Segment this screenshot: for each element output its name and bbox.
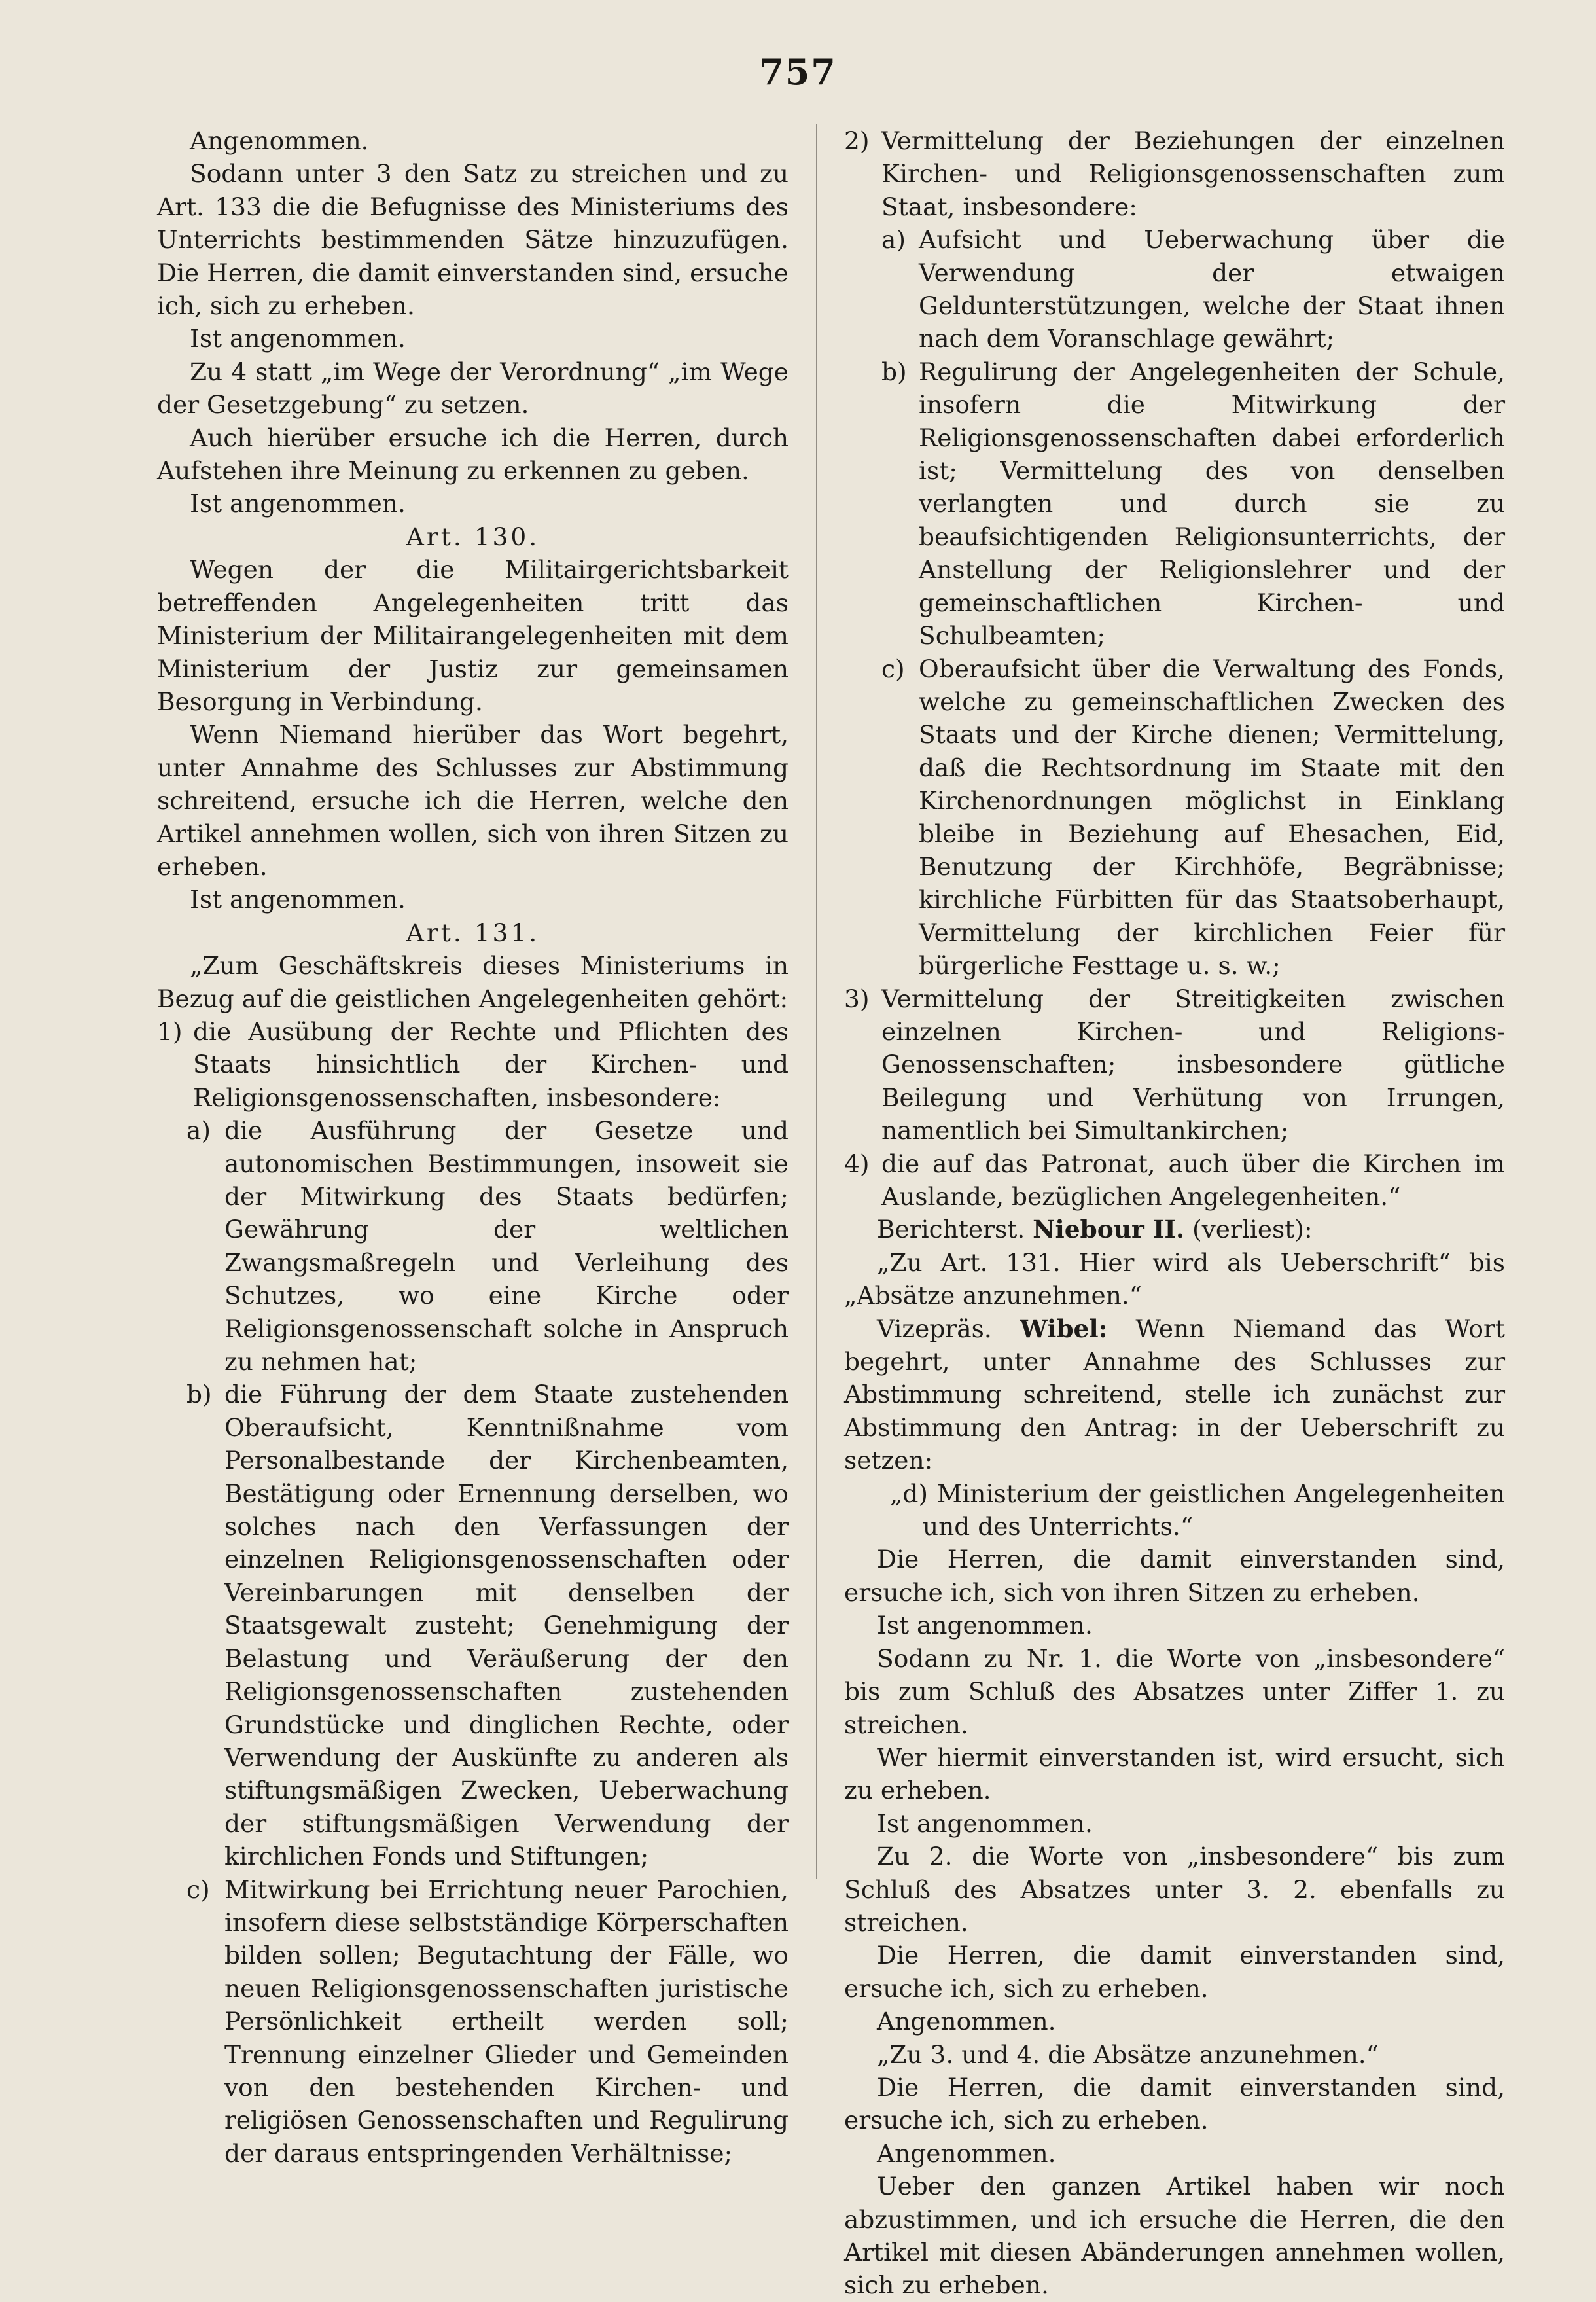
paragraph: Ist angenommen. [877,1808,1093,1838]
list-item-text: Aufsicht und Ueberwachung über die Verwendung der etwaigen Geldunterstützungen, welche der Staat ihnen nach dem Voranschlage gewährt; [919,225,1505,353]
paragraph: Die Herren, die damit einverstanden sind, ersuche ich, sich zu erheben. [844,2072,1505,2135]
column-divider [816,124,817,1879]
list-item [844,223,1505,355]
paragraph: Wer hiermit einverstanden ist, wird ersucht, sich zu erheben. [844,1742,1505,1805]
list-item-text: die Ausübung der Rechte und Pflichten des Staats hinsichtlich der Kirchen- und Religionsgenossenschaften, insbesondere: [193,1016,789,1112]
article-heading: Art. 131. [406,918,540,947]
list-marker: b) [881,357,907,386]
list-marker: a) [881,225,906,255]
list-item [157,1378,789,1873]
list-marker: 3) [844,984,870,1013]
list-marker: 2) [844,126,870,155]
list-marker: b) [186,1380,212,1409]
paragraph: Ist angenommen. [877,1611,1093,1640]
paragraph: Ueber den ganzen Artikel haben wir noch abzustimmen, und ich ersuche die Herren, die den Artikel mit diesen Abänderungen annehmen wollen, sich zu erheben. [844,2172,1505,2300]
list-item-text: die auf das Patronat, auch über die Kirchen im Auslande, bezüglichen Angelegenheiten.“ [881,1149,1505,1211]
paragraph: Zu 2. die Worte von „insbesondere“ bis zum Schluß des Absatzes unter 3. 2. ebenfalls zu streichen. [844,1842,1505,1937]
speaker-role: Berichterst. [877,1215,1025,1244]
paragraph: Angenommen. [877,2007,1056,2036]
list-marker: c) [186,1875,210,1904]
paragraph: Angenommen. [190,126,369,155]
quoted-text: „Zu 3. und 4. die Absätze anzunehmen.“ [877,2040,1379,2069]
list-marker: c) [881,654,905,683]
speech-text: Wenn Niemand das Wort begehrt, unter Annahme des Schlusses zur Abstimmung schreitend, stelle ich zunächst zur Abstimmung den Antrag: in der Ueberschrift zu setzen: [844,1314,1505,1475]
list-item [844,1147,1505,1214]
paragraph: Sodann unter 3 den Satz zu streichen und zu Art. 133 die die Befugnisse des Ministeriums des Unterrichts bestimmenden Sätze hinzuzufügen. Die Herren, die damit einverstanden sind, ersuche ich, sich zu erheben. [157,159,789,321]
list-marker: 1) [157,1016,183,1046]
speaker-name: Wibel: [1020,1314,1108,1343]
paragraph: Zu 4 statt „im Wege der Verordnung“ „im Wege der Gesetzgebung“ zu setzen. [157,357,789,420]
list-item-text: Mitwirkung bei Errichtung neuer Parochien, insofern diese selbstständige Körperschaften bilden sollen; Begutachtung der Fälle, wo neuen Religionsgenossenschaften juristische Persönlichkeit ertheilt werden soll; Trennung einzelner Glieder und Gemeinden von den bestehenden Kirchen- und religiösen Genossenschaften und Regulirung der daraus entspringenden Verhältnisse; [224,1875,789,2168]
list-item [157,1015,789,1114]
page-number: 757 [759,51,837,93]
list-item [844,982,1505,1147]
paragraph: Angenommen. [877,2138,1056,2168]
list-item-text: die Ausführung der Gesetze und autonomischen Bestimmungen, insoweit sie der Mitwirkung des Staats bedürfen; Gewährung der weltlichen Zwangsmaßregeln und Verleihung des Schutzes, wo eine Kirche oder Religionsgenossenschaft solche in Anspruch zu nehmen hat; [224,1116,789,1376]
paragraph: Wenn Niemand hierüber das Wort begehrt, unter Annahme des Schlusses zur Abstimmung schreitend, ersuche ich die Herren, welche den Artikel annehmen wollen, sich von ihren Sitzen zu erheben. [157,720,789,881]
list-item [844,653,1505,982]
paragraph: Wegen der die Militairgerichtsbarkeit betreffenden Angelegenheiten tritt das Ministerium der Militairangelegenheiten mit dem Ministerium der Justiz zur gemeinsamen Besorgung in Verbindung. [157,555,789,716]
list-item [844,355,1505,653]
right-column [844,124,1505,2302]
paragraph: Ist angenommen. [190,885,406,914]
paragraph: „Zum Geschäftskreis dieses Ministeriums in Bezug auf die geistlichen Angelegenheiten gehört: [157,951,789,1013]
speaker-note: (verliest): [1192,1215,1313,1244]
speaker-line [844,1312,1505,1477]
list-marker: 4) [844,1149,870,1178]
paragraph: Auch hierüber ersuche ich die Herren, durch Aufstehen ihre Meinung zu erkennen zu geben. [157,423,789,486]
paragraph: Sodann zu Nr. 1. die Worte von „insbesondere“ bis zum Schluß des Absatzes unter Ziffer 1. zu streichen. [844,1644,1505,1739]
article-heading: Art. 130. [406,522,540,551]
paragraph: Ist angenommen. [190,324,406,353]
speaker-line [844,1213,1505,1246]
paragraph: Die Herren, die damit einverstanden sind, ersuche ich, sich von ihren Sitzen zu erheben. [844,1545,1505,1607]
speaker-name: Niebour II. [1033,1215,1185,1244]
list-item [157,1114,789,1378]
left-column [157,124,789,2170]
list-item-text: Vermittelung der Beziehungen der einzelnen Kirchen- und Religionsgenossenschaften zum Staat, insbesondere: [881,126,1505,221]
quoted-text: „Zu Art. 131. Hier wird als Ueberschrift“ bis „Absätze anzunehmen.“ [844,1248,1505,1310]
list-item-text: Vermittelung der Streitigkeiten zwischen einzelnen Kirchen- und Religions-Genossenschaften; insbesondere gütliche Beilegung und Verhütung von Irrungen, namentlich bei Simultankirchen; [881,984,1505,1145]
list-item [844,124,1505,223]
list-item-text: die Führung der dem Staate zustehenden Oberaufsicht, Kenntnißnahme vom Personalbestande der Kirchenbeamten, Bestätigung oder Ernennung derselben, wo solches nach den Verfassungen der einzelnen Religionsgenossenschaften oder Vereinbarungen mit denselben der Staatsgewalt zusteht; Genehmigung der Belastung und Veräußerung der den Religionsgenossenschaften zustehenden Grundstücke und dinglichen Rechte, oder Verwendung der Auskünfte zu anderen als stiftungsmäßigen Zwecken, Ueberwachung der stiftungsmäßigen Verwendung der kirchlichen Fonds und Stiftungen; [224,1380,789,1871]
list-item-text: Regulirung der Angelegenheiten der Schule, insofern die Mitwirkung der Religionsgenossenschaften dabei erforderlich ist; Vermittelung des von denselben verlangten und durch sie zu beaufsichtigenden Religionsunterrichts, der Anstellung der Religionslehrer und der gemeinschaftlichen Kirchen- und Schulbeamten; [919,357,1505,651]
quoted-text: „d) Ministerium der geistlichen Angelegenheiten und des Unterrichts.“ [890,1479,1505,1541]
list-item [157,1873,789,2170]
speaker-role: Vizepräs. [877,1314,992,1343]
paragraph: Ist angenommen. [190,489,406,518]
list-marker: a) [186,1116,211,1145]
paragraph: Die Herren, die damit einverstanden sind, ersuche ich, sich zu erheben. [844,1941,1505,2003]
list-item-text: Oberaufsicht über die Verwaltung des Fonds, welche zu gemeinschaftlichen Zwecken des Staats und der Kirche dienen; Vermittelung, daß die Rechtsordnung im Staate mit den Kirchenordnungen möglichst in Einklang bleibe in Beziehung auf Ehesachen, Eid, Benutzung der Kirchhöfe, Begräbnisse; kirchliche Fürbitten für das Staatsoberhaupt, Vermittelung der kirchlichen Feier für bürgerliche Festtage u. s. w.; [919,654,1505,980]
